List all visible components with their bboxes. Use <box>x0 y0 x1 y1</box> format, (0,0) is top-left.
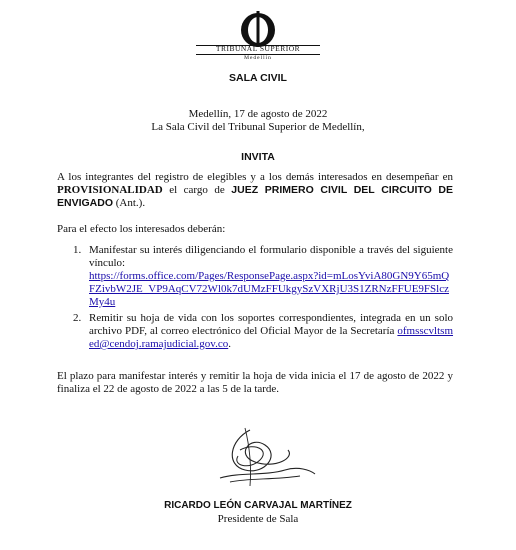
form-link[interactable]: https://forms.office.com/Pages/ResponsePage.aspx?id=mLosYviA80GN9Y65mQFZivbW2JE_VP9AqCV72Wl0k7dUMzFFUkgySzVXRjU3S1ZRNzFFUE9FSlczMy4u <box>89 270 450 308</box>
intro-text-2: el cargo de <box>162 184 232 196</box>
intro-paragraph <box>57 171 453 210</box>
signer-name: RICARDO LEÓN CARVAJAL MARTÍNEZ <box>164 500 352 511</box>
intro-bold-2: JUEZ PRIMERO CIVIL DEL CIRCUITO DE ENVIGADO <box>57 184 453 209</box>
heading-invita: INVITA <box>241 151 275 163</box>
list-item <box>73 244 453 309</box>
list-item-text: Remitir su hoja de vida con los soportes correspondientes, integrada en un solo archivo PDF, al correo electrónico del Oficial Mayor de la Secretaría <box>89 312 453 337</box>
intro-text-1: A los integrantes del registro de elegibles y a los demás interesados en desempeñar en <box>57 171 453 183</box>
issuer-line: La Sala Civil del Tribunal Superior de Medellín, <box>151 121 365 133</box>
logo-institution: TRIBUNAL SUPERIOR <box>215 44 301 53</box>
chamber-title: SALA CIVIL <box>229 72 287 84</box>
list-item-number: 2. <box>73 312 82 324</box>
deadline-paragraph: El plazo para manifestar interés y remitir la hoja de vida inicia el 17 de agosto de 2022 y finaliza el 22 de agosto de 2022 a las 5 de la tarde. <box>57 370 453 395</box>
list-item-number: 1. <box>73 244 82 256</box>
list-item-end: . <box>228 338 231 350</box>
intro-bold-1: PROVISIONALIDAD <box>57 184 163 196</box>
place-date-block <box>0 108 516 134</box>
place-date: Medellín, 17 de agosto de 2022 <box>188 108 328 120</box>
email-link[interactable]: ofmsscvltsmed@cendoj.ramajudicial.gov.co <box>89 325 454 350</box>
list-item <box>73 312 453 351</box>
handwritten-signature <box>210 420 320 500</box>
logo-city: Medellín <box>244 55 272 61</box>
lead-paragraph: Para el efecto los interesados deberán: <box>57 223 226 235</box>
intro-text-3: (Ant.). <box>113 197 146 209</box>
signer-role: Presidente de Sala <box>217 513 299 525</box>
list-item-text: Manifestar su interés diligenciando el formulario disponible a través del siguiente vínculo: <box>89 244 453 269</box>
